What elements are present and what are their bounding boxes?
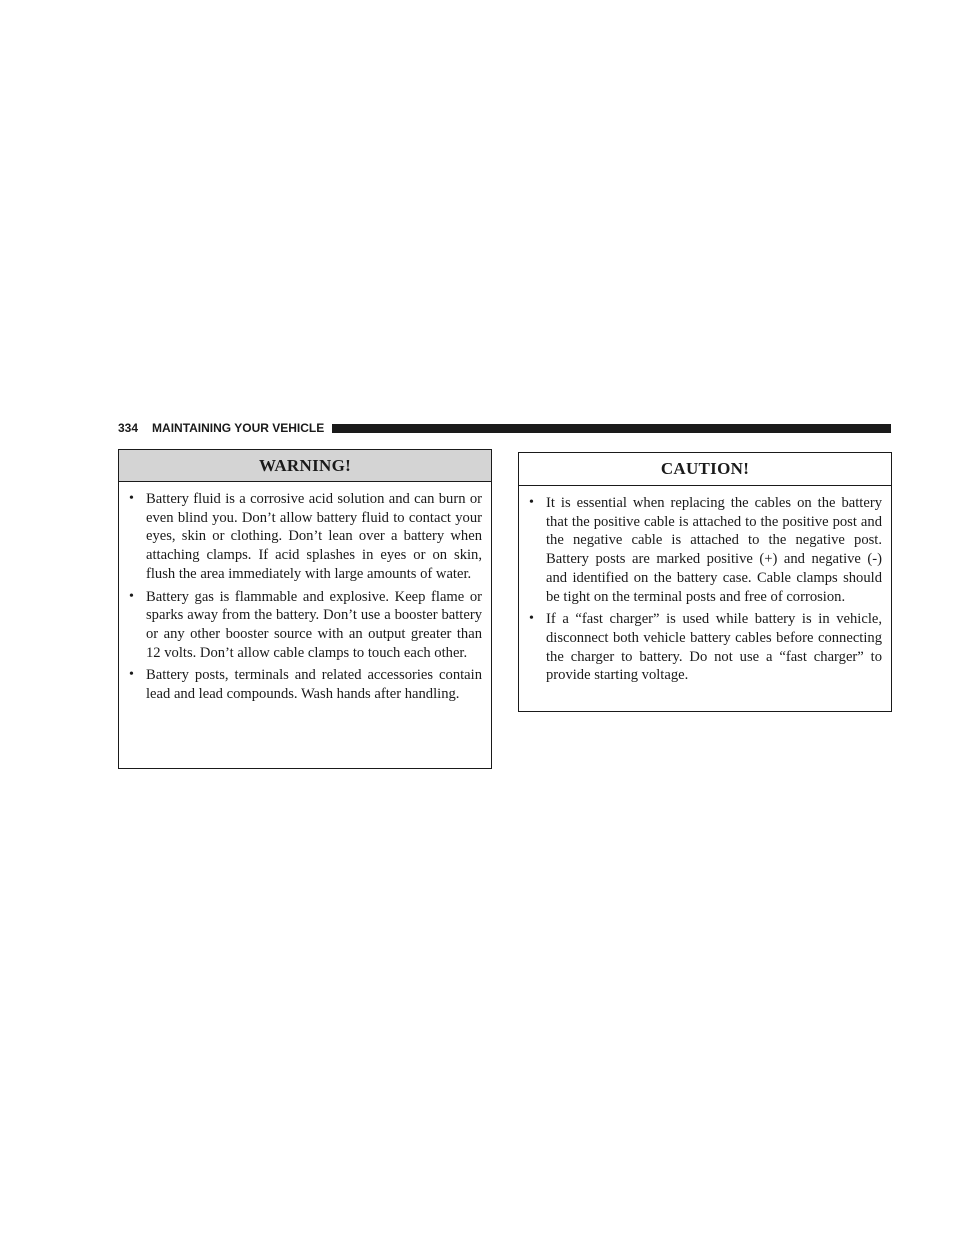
- warning-item-text: Battery gas is flammable and explosive. Keep flame or sparks away from the battery. Don’t use a booster battery or any other booster source with an output greater than 12 volts. Don’t allow cable clamps to touch each other.: [146, 588, 482, 661]
- caution-item: [527, 494, 882, 606]
- bullet-icon: •: [129, 667, 134, 683]
- caution-item-text: If a “fast charger” is used while battery is in vehicle, disconnect both vehicle battery cables before connecting the charger to battery. Do not use a “fast charger” to provide starting voltage.: [546, 611, 882, 684]
- section-title: MAINTAINING YOUR VEHICLE: [152, 421, 325, 435]
- caution-title: CAUTION!: [519, 453, 891, 486]
- bullet-icon: •: [129, 588, 134, 604]
- warning-box: [118, 449, 492, 769]
- header-rule: [332, 424, 891, 433]
- warning-title: WARNING!: [119, 450, 491, 482]
- bullet-icon: •: [529, 611, 534, 627]
- warning-item: [127, 666, 482, 703]
- warning-item: [127, 588, 482, 663]
- page-number: 334: [118, 421, 139, 435]
- caution-item: [527, 610, 882, 685]
- caution-box: [518, 452, 892, 712]
- caution-list: [519, 486, 891, 685]
- page-header: [118, 419, 891, 437]
- warning-item: [127, 490, 482, 584]
- warning-item-text: Battery fluid is a corrosive acid solution and can burn or even blind you. Don’t allow battery fluid to contact your eyes, skin or clothing. Don’t lean over a battery when attaching clamps. If acid splashes in eyes or on skin, flush the area immediately with large amounts of water.: [146, 491, 482, 582]
- caution-item-text: It is essential when replacing the cables on the battery that the positive cable is attached to the positive post and the negative cable is attached to the negative post. Battery posts are marked positive (+) and negative (-) and identified on the battery case. Cable clamps should be tight on the terminal posts and free of corrosion.: [546, 495, 882, 605]
- bullet-icon: •: [129, 491, 134, 506]
- bullet-icon: •: [529, 495, 534, 510]
- warning-item-text: Battery posts, terminals and related accessories contain lead and lead compounds. Wash hands after handling.: [146, 667, 482, 703]
- warning-list: [119, 482, 491, 704]
